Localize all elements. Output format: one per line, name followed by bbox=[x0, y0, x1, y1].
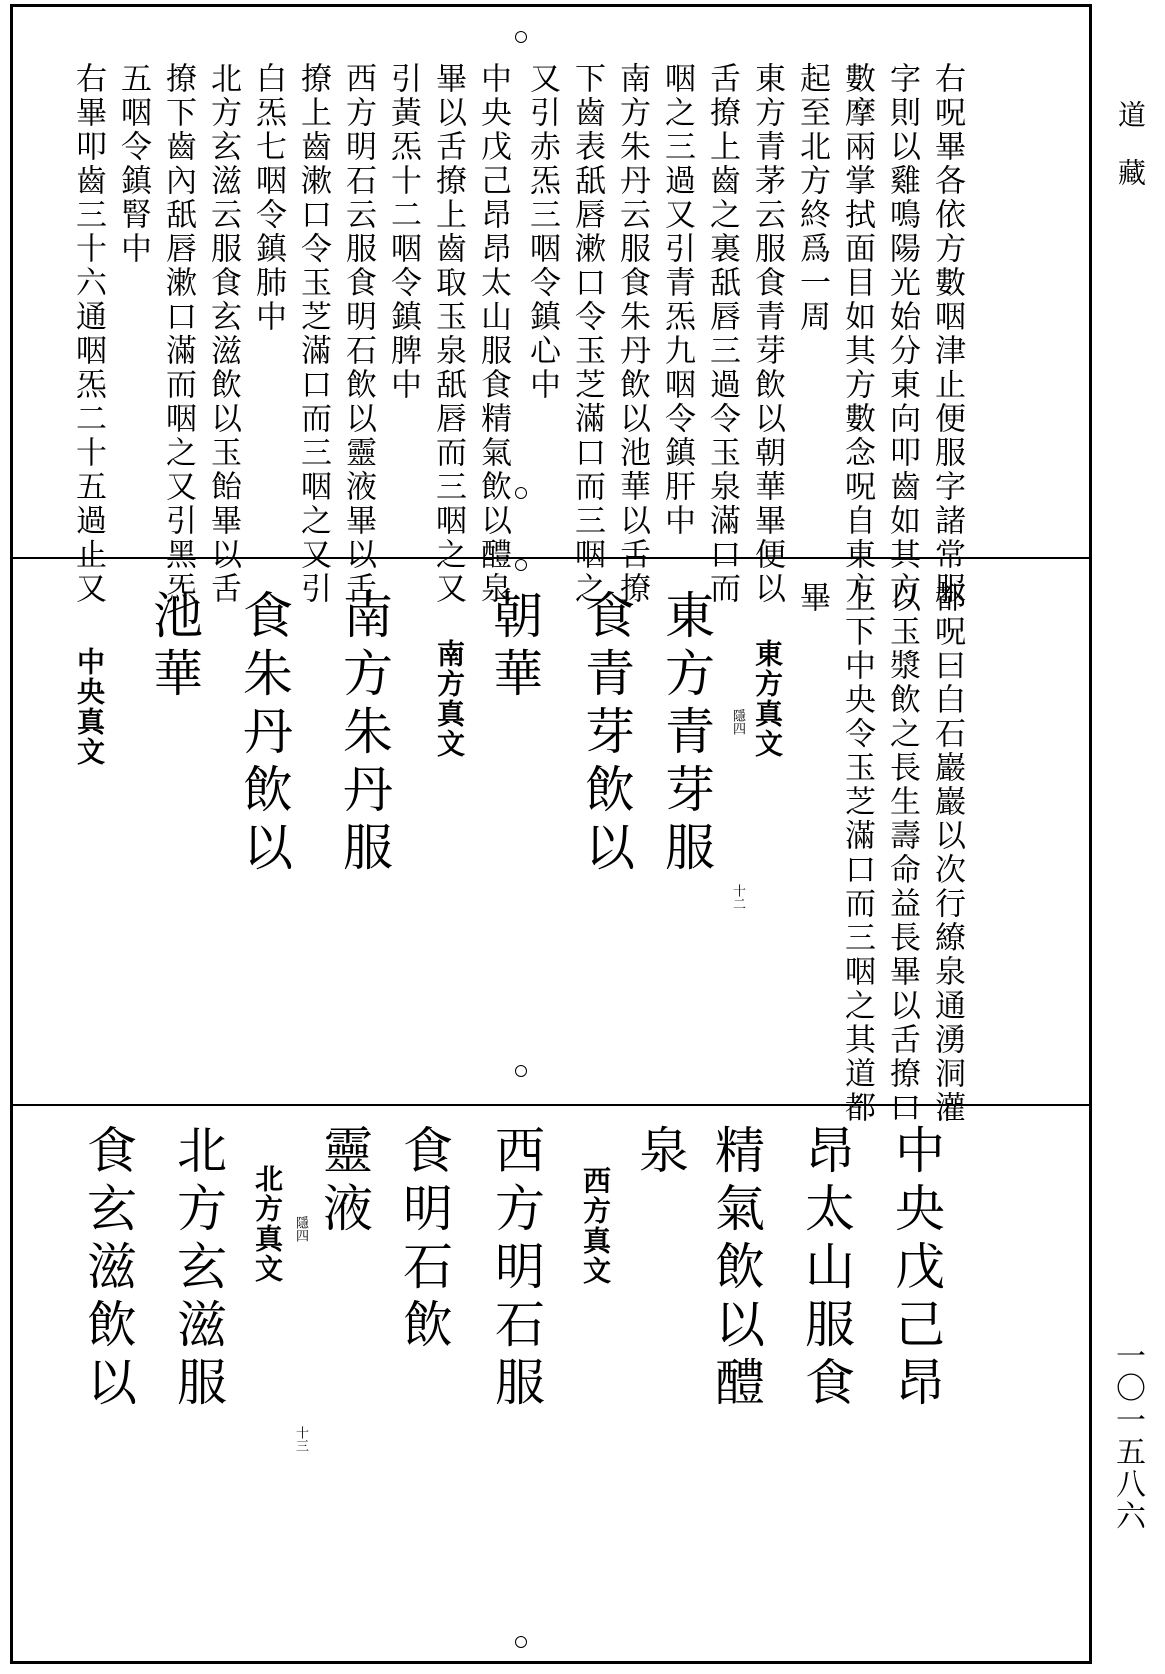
text-column: 撩下齒內舐唇漱口滿而咽之又引黑炁 bbox=[160, 62, 196, 606]
seal-glyph-column: 食玄滋飲以 bbox=[79, 1124, 137, 1414]
heading-center: 中央真文 bbox=[73, 647, 106, 767]
text-column: 又引赤炁三咽令鎮心中 bbox=[524, 62, 560, 402]
seal-glyph-column: 西方明石服 bbox=[487, 1124, 545, 1414]
seal-glyph-column: 食明石飲 bbox=[395, 1124, 453, 1356]
text-column: 數摩兩掌拭面目如其方數念呪自東方 bbox=[839, 62, 875, 606]
panel-bottom-talismans bbox=[13, 1106, 1089, 1661]
seal-glyph-column: 中央戊己昂 bbox=[887, 1124, 945, 1414]
text-column: 舌撩上齒之裏舐唇三過令玉泉滿口而 bbox=[704, 62, 740, 606]
text-column: 起至北方終爲一周 bbox=[794, 62, 830, 334]
text-column: 上下中央令玉芝滿口而三咽之其道都 bbox=[839, 581, 875, 1125]
heading-north: 北方真文 bbox=[251, 1164, 284, 1284]
text-column: 引黃炁十二咽令鎮脾中 bbox=[385, 62, 421, 402]
panel-middle-talismans bbox=[13, 559, 1089, 1125]
seal-glyph-column: 池華 bbox=[145, 589, 203, 705]
circle-mark bbox=[515, 487, 527, 499]
text-column: 撩上齒漱口令玉芝滿口而三咽之又引 bbox=[295, 62, 331, 606]
text-column: 白炁七咽令鎮肺中 bbox=[250, 62, 286, 334]
text-column: 西方明石云服食明石飲以靈液畢以舌 bbox=[340, 62, 376, 606]
text-column: 東方青茅云服食青芽飲以朝華畢便以 bbox=[749, 62, 785, 606]
circle-mark bbox=[515, 1636, 527, 1648]
seal-glyph-column: 南方朱丹服 bbox=[335, 589, 393, 879]
seal-glyph-column: 泉 bbox=[631, 1124, 689, 1182]
text-column: 字則以雞鳴陽光始分東向叩齒如其方 bbox=[884, 62, 920, 606]
seal-glyph-column: 北方玄滋服 bbox=[169, 1124, 227, 1414]
heading-south: 南方真文 bbox=[433, 639, 466, 759]
page-frame bbox=[10, 4, 1092, 1664]
count-note: 隱四 bbox=[293, 1216, 308, 1242]
collection-title: 道藏 bbox=[1114, 100, 1147, 216]
seal-glyph-column: 朝華 bbox=[485, 589, 543, 705]
text-column: 右畢叩齒三十六通咽炁二十五過止又 bbox=[70, 62, 106, 606]
circle-mark bbox=[515, 559, 527, 571]
text-column: 下齒表舐唇漱口令玉芝滿口而三咽之 bbox=[569, 62, 605, 606]
text-column: 中央戊己昂昂太山服食精氣飲以醴泉 bbox=[475, 62, 511, 606]
text-column: 南方朱丹云服食朱丹飲以池華以舌撩 bbox=[614, 62, 650, 606]
seal-glyph-column: 東方青芽服 bbox=[657, 589, 715, 879]
text-column: 畢以舌撩上齒取玉泉舐唇而三咽之又 bbox=[430, 62, 466, 606]
page-mark: 十三 bbox=[293, 1426, 308, 1452]
seal-glyph-column: 精氣飲以醴 bbox=[707, 1124, 765, 1414]
seal-glyph-column: 靈液 bbox=[315, 1124, 373, 1240]
text-column: 五咽令鎮腎中 bbox=[115, 62, 151, 266]
panel-top-text bbox=[13, 7, 1089, 606]
text-column: 畢 bbox=[794, 581, 830, 615]
heading-east: 東方真文 bbox=[751, 639, 784, 759]
text-column: 咽之三過又引青炁九咽令鎮肝中 bbox=[659, 62, 695, 538]
page-mark: 十二 bbox=[730, 884, 745, 910]
text-column: 北方玄滋云服食玄滋飲以玉飴畢以舌 bbox=[205, 62, 241, 606]
heading-west: 西方真文 bbox=[579, 1166, 612, 1286]
text-column: 都呪曰白石巖巖以次行繚泉通湧洞灌 bbox=[929, 581, 965, 1125]
seal-glyph-column: 食青芽飲以 bbox=[577, 589, 635, 879]
count-note: 隱四 bbox=[730, 709, 745, 735]
page-number: 一〇一五八六 bbox=[1110, 1340, 1145, 1532]
circle-mark bbox=[515, 1065, 527, 1077]
seal-glyph-column: 食朱丹飲以 bbox=[235, 589, 293, 879]
seal-glyph-column: 昂太山服食 bbox=[797, 1124, 855, 1414]
text-column: 右呪畢各依方數咽津止便服字諸常服 bbox=[929, 62, 965, 606]
circle-mark bbox=[515, 31, 527, 43]
text-column: 以玉漿飲之長生壽命益長畢以舌撩口 bbox=[884, 581, 920, 1125]
